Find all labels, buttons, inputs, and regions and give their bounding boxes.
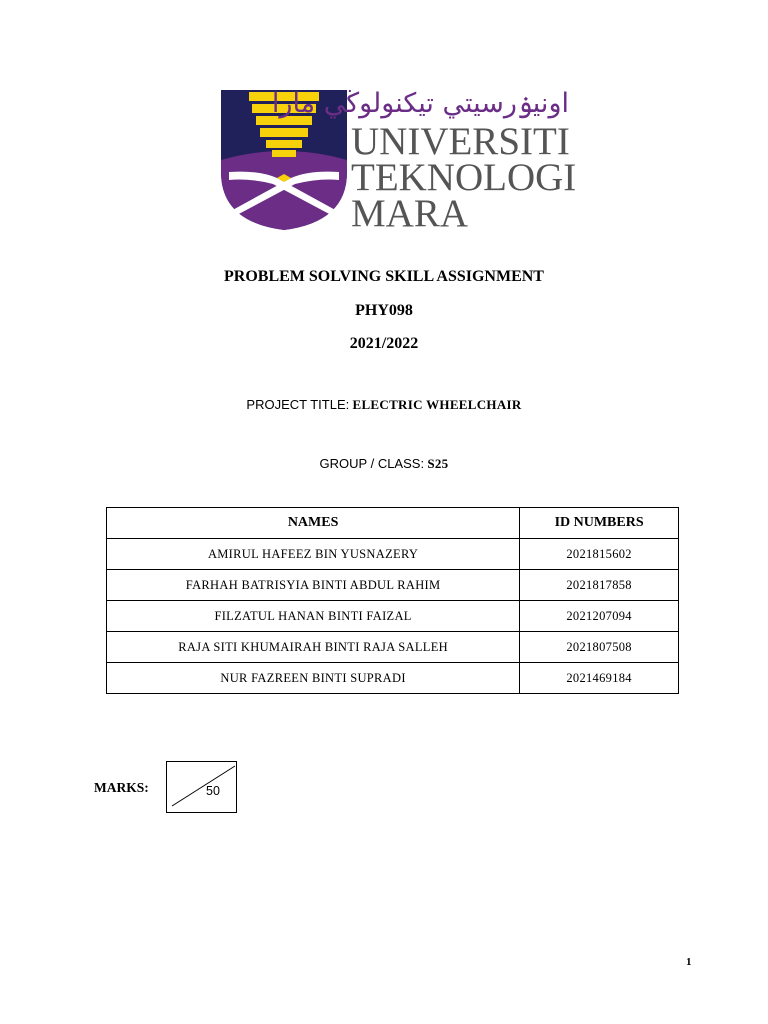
group-class-value: S25 — [427, 456, 449, 471]
uitm-logo — [219, 82, 579, 232]
member-name: RAJA SITI KHUMAIRAH BINTI RAJA SALLEH — [107, 632, 520, 663]
id-numbers-header: ID NUMBERS — [520, 508, 679, 539]
member-id: 2021207094 — [520, 601, 679, 632]
project-title-label: PROJECT TITLE: — [246, 397, 350, 412]
group-class-label: GROUP / CLASS: — [319, 456, 425, 471]
course-code: PHY098 — [355, 302, 413, 319]
table-header-row — [107, 508, 679, 539]
member-name: NUR FAZREEN BINTI SUPRADI — [107, 663, 520, 694]
table-row — [107, 539, 679, 570]
marks-total: 50 — [206, 784, 220, 798]
marks-slash-icon — [167, 762, 236, 812]
table-row — [107, 663, 679, 694]
members-table — [106, 507, 679, 694]
marks-box — [166, 761, 237, 813]
member-id: 2021469184 — [520, 663, 679, 694]
project-title-line — [0, 397, 768, 413]
member-id: 2021807508 — [520, 632, 679, 663]
member-id: 2021815602 — [520, 539, 679, 570]
table-row — [107, 601, 679, 632]
svg-text:اونيۏرسيتي تيكنولوڬي مارا: اونيۏرسيتي تيكنولوڬي مارا — [271, 88, 569, 119]
uitm-crest-icon — [219, 82, 579, 232]
assignment-title: PROBLEM SOLVING SKILL ASSIGNMENT — [224, 268, 544, 285]
member-name: FILZATUL HANAN BINTI FAIZAL — [107, 601, 520, 632]
page-number: 1 — [686, 956, 692, 968]
member-name: AMIRUL HAFEEZ BIN YUSNAZERY — [107, 539, 520, 570]
table-row — [107, 570, 679, 601]
project-title-value: ELECTRIC WHEELCHAIR — [352, 397, 522, 412]
marks-label: MARKS: — [94, 780, 149, 795]
svg-text:UNIVERSITI: UNIVERSITI — [351, 120, 570, 163]
member-id: 2021817858 — [520, 570, 679, 601]
table-row — [107, 632, 679, 663]
svg-text:TEKNOLOGI: TEKNOLOGI — [351, 156, 577, 199]
member-name: FARHAH BATRISYIA BINTI ABDUL RAHIM — [107, 570, 520, 601]
svg-text:MARA: MARA — [351, 192, 469, 232]
group-class-line — [0, 456, 768, 472]
session-year: 2021/2022 — [349, 335, 419, 352]
names-header: NAMES — [107, 508, 520, 539]
